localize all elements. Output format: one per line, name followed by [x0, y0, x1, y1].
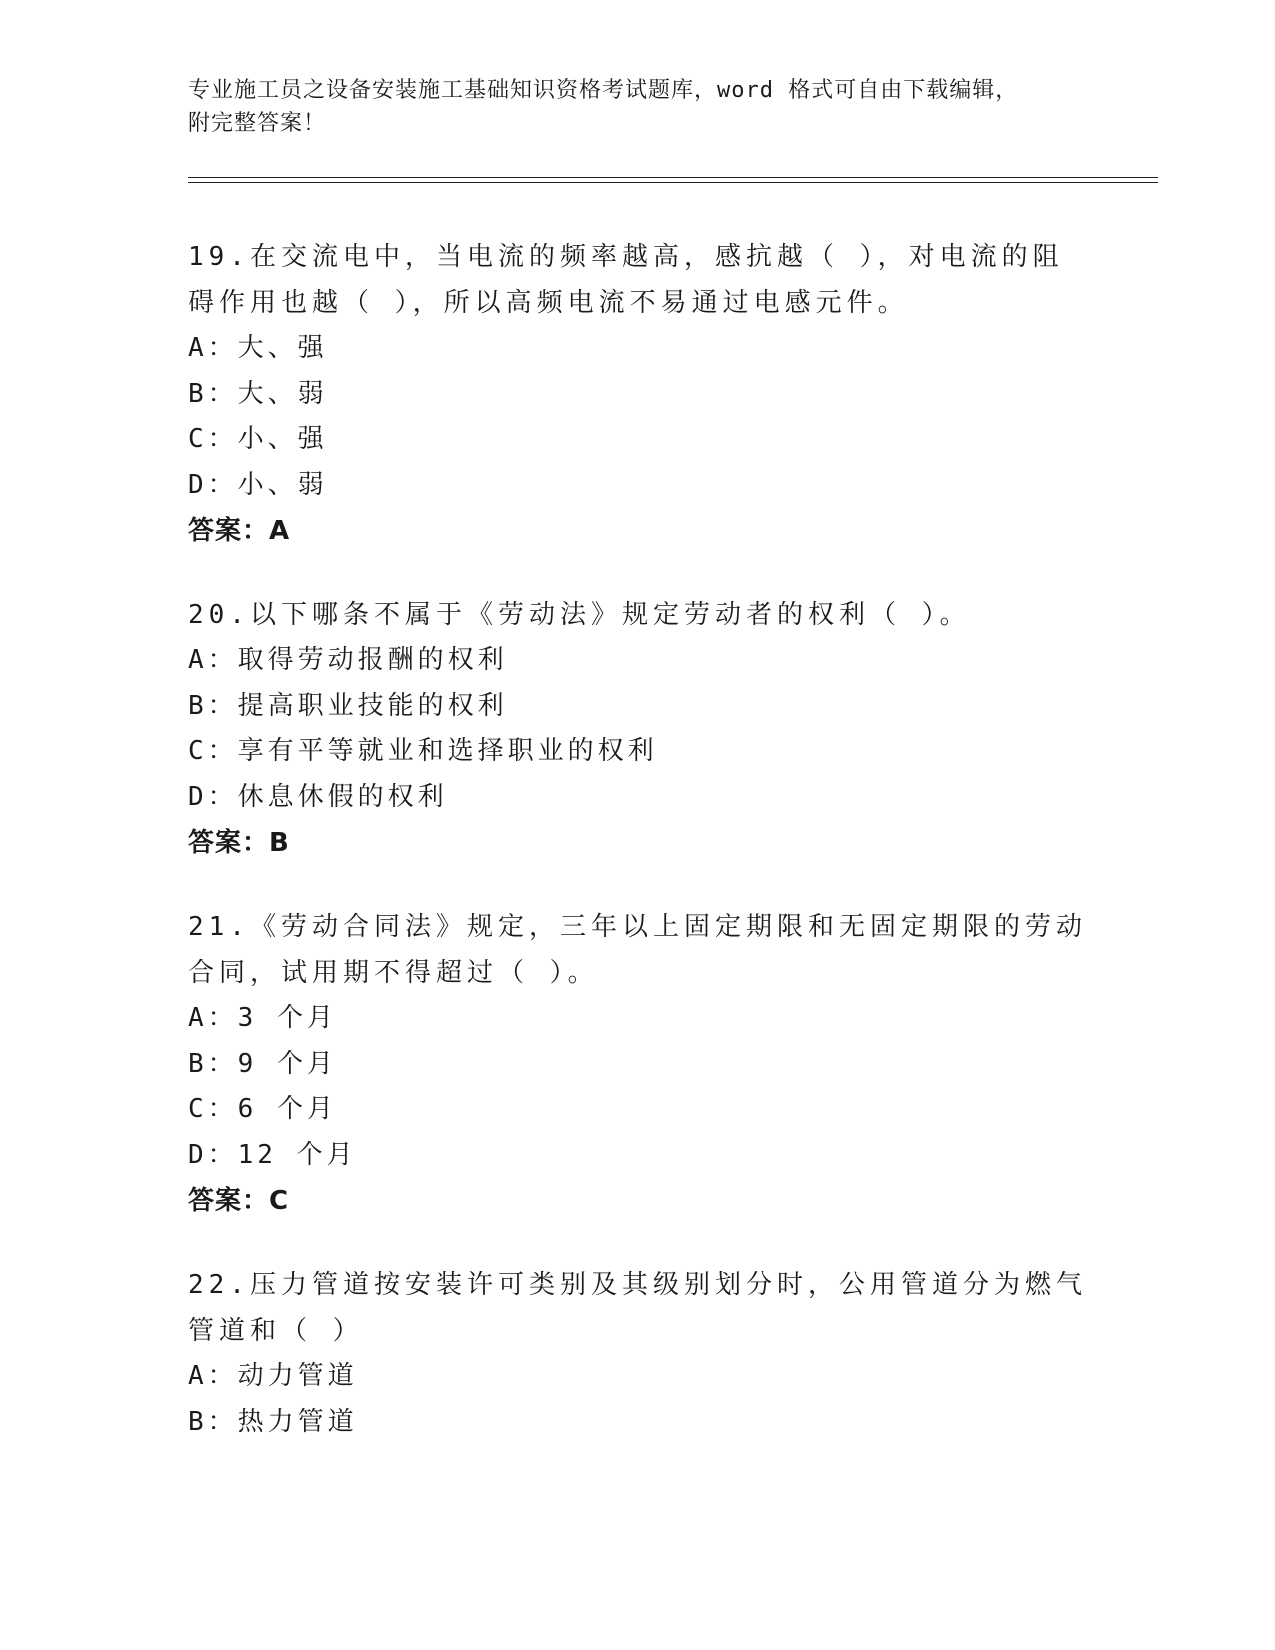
option-c: C：6 个月: [188, 1094, 337, 1124]
header-line-2: 附完整答案！: [188, 111, 327, 136]
answer: 答案：C: [188, 1186, 290, 1216]
page-header: [188, 74, 1068, 140]
question-text: [188, 1262, 1088, 1354]
question-body: 在交流电中，当电流的频率越高，感抗越（ ），对电流的阻碍作用也越（ ），所以高频电流不易通过电感元件。: [188, 242, 1064, 318]
question-body: 压力管道按安装许可类别及其级别划分时，公用管道分为燃气管道和（ ）: [188, 1270, 1087, 1346]
question-20: [188, 592, 1088, 866]
header-divider: [188, 177, 1158, 183]
question-list: [188, 234, 1088, 1483]
question-number: 19.: [188, 242, 250, 272]
option-a: A：3 个月: [188, 1003, 337, 1033]
option-d: D：12 个月: [188, 1139, 357, 1170]
question-21: [188, 904, 1088, 1224]
option-b: B：热力管道: [188, 1406, 358, 1437]
option-a: A：大、强: [188, 333, 328, 363]
question-body: 《劳动合同法》规定，三年以上固定期限和无固定期限的劳动合同，试用期不得超过（ ）。: [188, 912, 1087, 988]
option-d: D：休息休假的权利: [188, 781, 448, 812]
question-number: 22.: [188, 1270, 250, 1300]
question-19: [188, 234, 1088, 554]
question-22: [188, 1262, 1088, 1445]
option-c: C：小、强: [188, 424, 328, 454]
option-a: A：取得劳动报酬的权利: [188, 645, 508, 675]
header-line-1: 专业施工员之设备安装施工基础知识资格考试题库，word 格式可自由下载编辑，: [188, 78, 1019, 103]
question-text: [188, 904, 1088, 996]
option-c: C：享有平等就业和选择职业的权利: [188, 736, 658, 766]
option-b: B：大、弱: [188, 378, 328, 409]
question-text: [188, 592, 1088, 638]
option-b: B：9 个月: [188, 1048, 337, 1079]
option-a: A：动力管道: [188, 1361, 358, 1391]
question-number: 20.: [188, 600, 250, 630]
option-b: B：提高职业技能的权利: [188, 690, 508, 721]
answer: 答案：A: [188, 516, 291, 546]
answer: 答案：B: [188, 828, 290, 858]
question-text: [188, 234, 1088, 326]
question-body: 以下哪条不属于《劳动法》规定劳动者的权利（ ）。: [249, 600, 971, 630]
question-number: 21.: [188, 912, 250, 942]
option-d: D：小、弱: [188, 469, 328, 500]
